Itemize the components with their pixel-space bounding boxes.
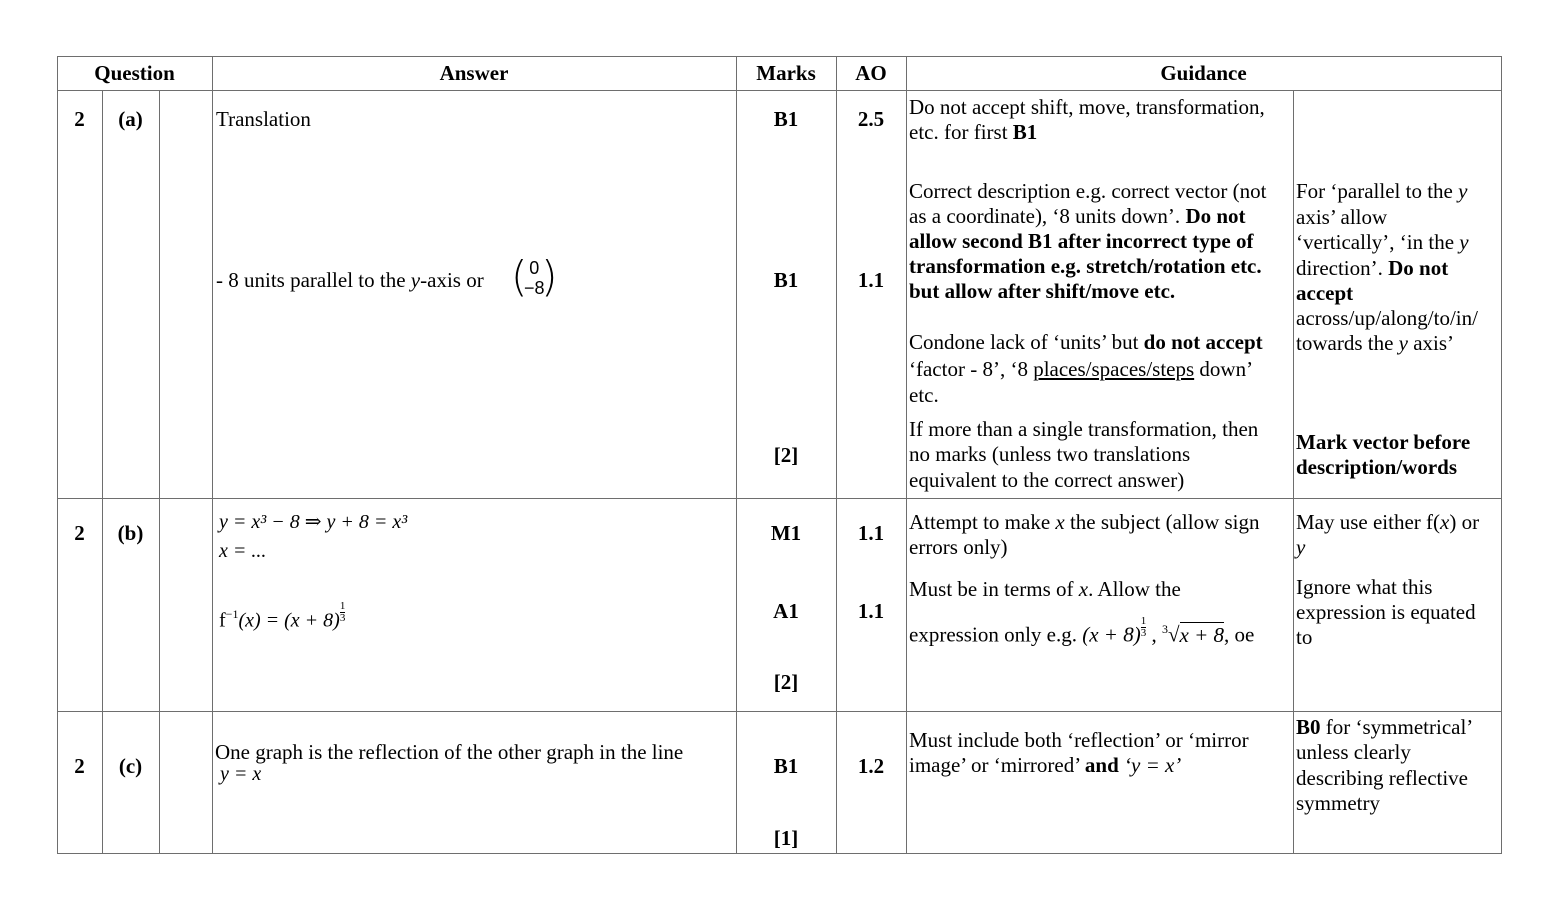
radical-sign: √ <box>1167 622 1180 647</box>
number-eight: 8 <box>228 268 239 292</box>
side-text: For ‘parallel to the <box>1296 179 1453 203</box>
side-bold: B0 <box>1296 715 1321 739</box>
row-c-question-part: (c) <box>118 754 143 778</box>
row-a-question-part: (a) <box>118 107 143 131</box>
side-var: y <box>1459 230 1469 254</box>
row-b-guidance-1-line2: errors only) <box>909 535 1008 559</box>
side-var: x <box>1440 510 1450 534</box>
guidance-text: expression only e.g. <box>909 622 1077 647</box>
row-a-mark-2: B1 <box>773 268 799 292</box>
guidance-text: the subject (allow sign <box>1069 510 1260 534</box>
row-c-mark-total: [1] <box>773 826 799 850</box>
row-b-ao-1: 1.1 <box>857 521 885 545</box>
row-c-guidance-line1: Must include both ‘reflection’ or ‘mirror <box>909 728 1249 752</box>
guidance-text: , oe <box>1224 622 1255 647</box>
vector-right-paren: ) <box>541 252 558 301</box>
row-b-mark-2: A1 <box>773 599 799 623</box>
row-b-mark-1: M1 <box>770 521 802 545</box>
col-line-left <box>57 56 58 854</box>
side-var: y <box>1398 331 1408 355</box>
guidance-text: down’ <box>1199 357 1254 381</box>
frac-num: 1 <box>1140 615 1147 627</box>
row-b-guidance-2-line2 <box>909 616 1254 648</box>
row-a-guidance-4-line2: no marks (unless two translations <box>909 442 1191 466</box>
guidance-bold: do not accept <box>1143 330 1263 354</box>
translation-vector <box>511 252 558 301</box>
header-question: Question <box>94 61 175 85</box>
row-b-side-2-line1: Ignore what this <box>1296 575 1433 599</box>
side-text: towards the <box>1296 331 1394 355</box>
root-index: 3 <box>1161 622 1168 637</box>
row-a-question-number: 2 <box>74 107 85 131</box>
row-b-side-2-line3: to <box>1296 625 1313 649</box>
guidance-text: image’ or ‘mirrored’ <box>909 753 1080 777</box>
header-divider <box>57 90 1502 91</box>
col-line-qpart <box>159 90 160 854</box>
row-divider-b-c <box>57 711 1502 712</box>
row-b-answer-eq1: y = x³ − 8 ⇒ y + 8 = x³ <box>219 511 408 533</box>
inverse-expression: (x) = (x + 8) <box>238 609 340 632</box>
side-text: for ‘symmetrical’ <box>1325 715 1474 739</box>
frac-den: 3 <box>339 612 346 624</box>
row-c-side-line2: unless clearly <box>1296 740 1411 764</box>
row-b-guidance-1-line1 <box>909 510 1260 535</box>
vector-left-paren: ( <box>511 252 528 301</box>
row-a-side-line6: across/up/along/to/in/ <box>1296 306 1478 330</box>
guidance-text: ‘factor <box>909 357 965 381</box>
row-b-ao-2: 1.1 <box>857 599 885 623</box>
function-f: f <box>219 609 226 632</box>
guidance-bold: Do not <box>1185 204 1246 228</box>
guidance-underlined: places/spaces/steps <box>1033 357 1195 381</box>
guidance-bold: B1 <box>1012 120 1038 144</box>
row-a-side-line3 <box>1296 230 1469 255</box>
col-line-side <box>1293 90 1294 854</box>
row-a-side-2-line1: Mark vector before <box>1296 430 1471 454</box>
answer-text: units parallel to the <box>244 268 406 292</box>
guidance-text: Must be in terms of <box>909 577 1074 601</box>
row-a-side-line5: accept <box>1296 281 1354 305</box>
row-b-answer-eq2: x = ... <box>219 540 267 562</box>
row-a-guidance-4-line1: If more than a single transformation, then <box>909 417 1259 441</box>
row-c-mark-1: B1 <box>773 754 799 778</box>
table-border-top <box>57 56 1502 57</box>
guidance-expr: ‘y = x’ <box>1124 753 1182 777</box>
side-text: axis’ <box>1413 331 1455 355</box>
frac-num: 1 <box>339 600 346 612</box>
row-a-mark-total: [2] <box>773 443 799 467</box>
col-line-qnum <box>102 90 103 854</box>
col-line-guidance <box>906 56 907 854</box>
row-b-mark-total: [2] <box>773 670 799 694</box>
row-a-side-line2: axis’ allow <box>1296 205 1388 229</box>
vector-top: 0 <box>529 258 540 278</box>
row-a-ao-2: 1.1 <box>857 268 885 292</box>
header-guidance: Guidance <box>1160 61 1247 85</box>
row-a-guidance-1-line1: Do not accept shift, move, transformation, <box>909 95 1265 119</box>
inverse-exponent: −1 <box>225 607 239 622</box>
row-a-mark-1: B1 <box>773 107 799 131</box>
row-b-side-1-line2: y <box>1296 535 1306 559</box>
answer-text-rest: -axis or <box>420 268 484 292</box>
guidance-bold: and <box>1084 753 1119 777</box>
side-text: ‘vertically’, ‘in the <box>1296 230 1455 254</box>
guidance-text: etc. for first <box>909 120 1008 144</box>
row-b-guidance-2-line1 <box>909 577 1181 602</box>
row-c-ao-1: 1.2 <box>857 754 885 778</box>
col-line-answer <box>212 56 213 854</box>
side-bold: Do not <box>1388 256 1449 280</box>
row-c-side-line3: describing reflective <box>1296 766 1468 790</box>
header-answer: Answer <box>439 61 509 85</box>
cube-root-exponent <box>340 601 346 624</box>
row-divider-a-b <box>57 498 1502 499</box>
row-c-answer-line2: y = x <box>220 763 262 785</box>
row-a-guidance-3-line1 <box>909 330 1263 355</box>
row-b-question-number: 2 <box>74 521 85 545</box>
row-b-question-part: (b) <box>117 521 144 545</box>
row-b-side-2-line2: expression is equated <box>1296 600 1476 624</box>
row-a-guidance-2-line4: transformation e.g. stretch/rotation etc. <box>909 254 1262 278</box>
row-a-side-line1 <box>1296 179 1467 204</box>
guidance-text: Condone lack of ‘units’ but <box>909 330 1139 354</box>
header-marks: Marks <box>756 61 816 85</box>
guidance-text: - 8’, ‘8 <box>970 357 1028 381</box>
row-a-side-2-line2: description/words <box>1296 455 1458 479</box>
row-a-side-line4 <box>1296 256 1448 281</box>
variable-y: y <box>410 268 421 292</box>
side-var: y <box>1458 179 1468 203</box>
guidance-text: . Allow the <box>1088 577 1181 601</box>
row-a-answer-line2 <box>216 268 484 293</box>
row-a-answer-line1: Translation <box>216 107 311 131</box>
guidance-expr: (x + 8) <box>1082 622 1141 647</box>
row-a-guidance-3-line3: etc. <box>909 383 939 407</box>
side-text: ) or <box>1449 510 1480 534</box>
guidance-root-expr: x + 8 <box>1179 622 1224 647</box>
row-a-guidance-2-line2 <box>909 204 1246 229</box>
side-text: direction’. <box>1296 256 1383 280</box>
row-c-answer-line1: One graph is the reflection of the other graph in the line <box>215 740 684 764</box>
col-line-ao <box>836 56 837 854</box>
row-a-guidance-4-line3: equivalent to the correct answer) <box>909 468 1185 492</box>
minus-sign: - <box>216 268 223 292</box>
row-a-guidance-2-line5: but allow after shift/move etc. <box>909 279 1176 303</box>
row-a-side-line7 <box>1296 331 1454 356</box>
row-b-side-1-line1 <box>1296 510 1479 535</box>
row-a-guidance-1-line2 <box>909 120 1037 145</box>
guidance-text: , <box>1151 622 1157 647</box>
guidance-frac <box>1141 616 1147 639</box>
frac-den: 3 <box>1140 627 1147 639</box>
row-c-question-number: 2 <box>74 754 85 778</box>
row-c-guidance-line2 <box>909 753 1181 778</box>
table-border-bottom <box>57 853 1502 854</box>
row-a-guidance-3-line2 <box>909 357 1253 382</box>
row-c-side-line4: symmetry <box>1296 791 1380 815</box>
row-a-guidance-2-line1: Correct description e.g. correct vector (not <box>909 179 1267 203</box>
guidance-var: x <box>1078 577 1089 601</box>
guidance-var: x <box>1055 510 1065 534</box>
header-ao: AO <box>855 61 887 85</box>
vector-bottom: −8 <box>524 278 545 298</box>
side-text: May use either f( <box>1296 510 1441 534</box>
row-a-guidance-2-line3: allow second B1 after incorrect type of <box>909 229 1254 253</box>
row-b-answer-eq3 <box>219 601 345 634</box>
row-c-side-line1 <box>1296 715 1473 740</box>
col-line-right <box>1501 56 1502 854</box>
guidance-text: Attempt to make <box>909 510 1051 534</box>
row-a-ao-1: 2.5 <box>857 107 885 131</box>
guidance-text: as a coordinate), ‘8 units down’. <box>909 204 1181 228</box>
